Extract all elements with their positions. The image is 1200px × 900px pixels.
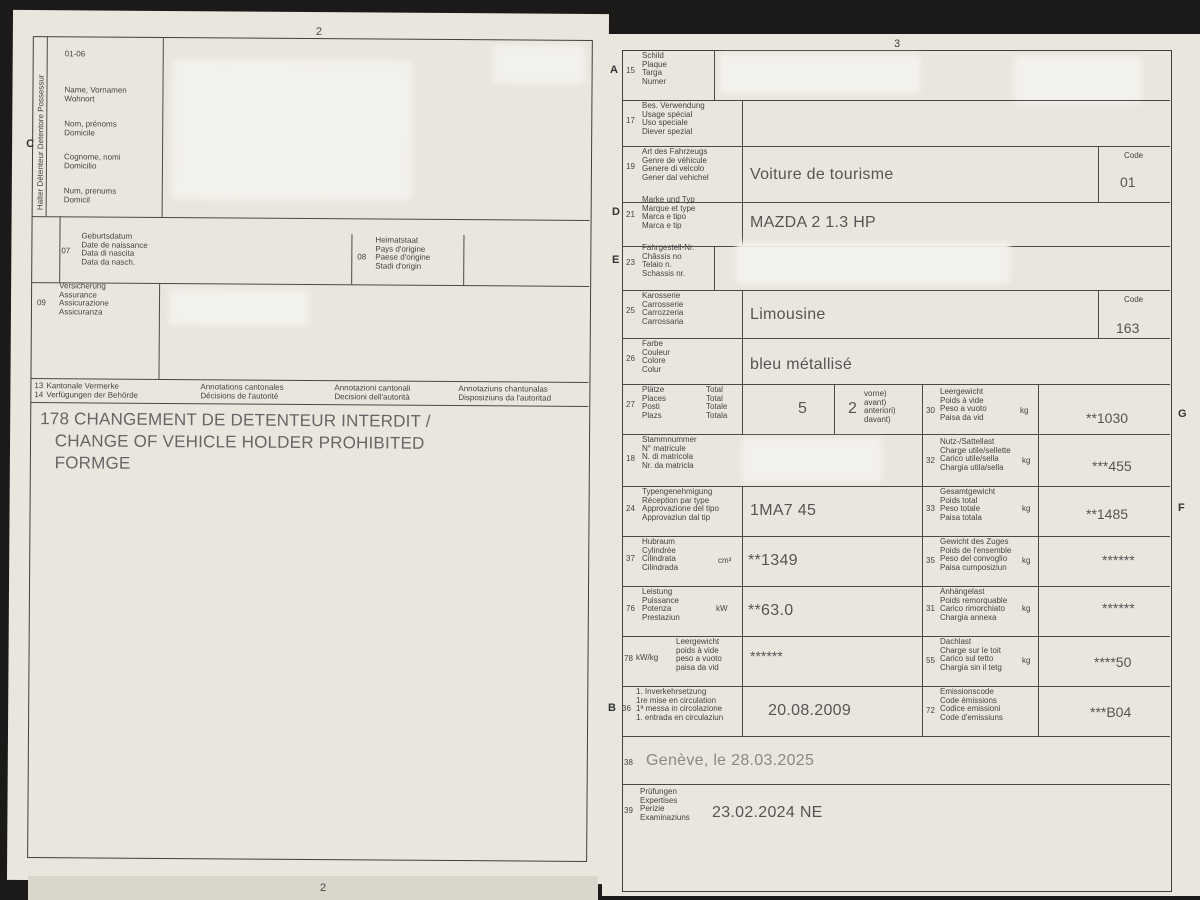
roof-load-value: ****50 xyxy=(1094,654,1132,670)
redacted-insurance xyxy=(169,289,309,326)
power-weight-ratio-label: kW/kg xyxy=(636,653,659,662)
seats-total-value: 5 xyxy=(798,400,808,417)
vehicle-type-value: Voiture de tourisme xyxy=(750,166,894,183)
towing-weight-unit: kg xyxy=(1022,604,1031,613)
make-type-value: MAZDA 2 1.3 HP xyxy=(750,214,877,231)
annotation-label-de: Kantonale Vermerke Verfügungen der Behörde xyxy=(46,381,139,400)
page-number: 2 xyxy=(315,26,323,39)
row-code-32: 32 xyxy=(926,456,935,465)
annotation-label-rm: Annotaziuns chantunalas Disposiziuns da l'autoritad xyxy=(458,384,552,403)
towing-weight-label: Anhängelast Poids remorquable Carico rimorchiato Chargia annexa xyxy=(940,587,1008,622)
row-code-72: 72 xyxy=(926,706,935,715)
empty-weight-label: Leergewicht Poids à vide Peso a vuoto Paisa da vid xyxy=(940,387,987,422)
bottom-page-number: 2 xyxy=(320,882,327,894)
power-label: Leistung Puissance Potenza Prestaziun xyxy=(642,587,680,622)
birthdate-code: 07 xyxy=(61,246,71,256)
next-page-edge xyxy=(28,876,598,900)
field-letter-e: E xyxy=(612,254,620,266)
holder-name-label-3: Cognome, nomi Domicilio xyxy=(63,152,121,171)
power-weight-ratio-value: ****** xyxy=(750,648,783,664)
body-code-label: Code xyxy=(1124,295,1144,304)
redacted-holder-name xyxy=(172,59,413,201)
power-value: **63.0 xyxy=(748,602,794,619)
displacement-label: Hubraum Cylindrée Cilindrata Cilindrada xyxy=(642,537,679,572)
vehicle-type-label: Art des Fahrzeugs Genre de véhicule Genere di veicolo Gener dal vehichel xyxy=(642,147,709,182)
field-letter-g: G xyxy=(1178,408,1187,420)
row-code-38: 38 xyxy=(624,758,633,767)
row-code-39: 39 xyxy=(624,806,633,815)
power-unit: kW xyxy=(716,604,728,613)
right-page xyxy=(602,34,1200,896)
row-code-35: 35 xyxy=(926,556,935,565)
row-code-78: 78 xyxy=(624,654,633,663)
body-value: Limousine xyxy=(750,306,826,323)
seats-front-label: vorne) avant) anteriori) davant) xyxy=(864,389,896,424)
body-code-value: 163 xyxy=(1116,320,1140,336)
left-page xyxy=(7,10,609,884)
chassis-label: Fahrgestell-Nr. Châssis no Telaio n. Schassis nr. xyxy=(642,243,695,278)
row-code-19: 19 xyxy=(626,162,635,171)
make-type-label: Marke und Typ Marque et type Marca e tipo Marca e tip xyxy=(642,195,696,230)
row-code-31: 31 xyxy=(926,604,935,613)
insurance-code: 09 xyxy=(36,298,46,308)
emission-code-value: ***B04 xyxy=(1090,704,1132,720)
first-registration-label: 1. Inverkehrsetzung 1re mise en circulation 1ª messa in circolazione 1. entrada en circulaziun xyxy=(636,687,724,722)
range-label: 01-06 xyxy=(64,49,86,59)
row-code-30: 30 xyxy=(926,406,935,415)
row-code-17: 17 xyxy=(626,116,635,125)
vehicle-type-code-label: Code xyxy=(1124,151,1144,160)
vehicle-type-code-value: 01 xyxy=(1120,174,1136,190)
seats-label: Plätze Places Posti Plazs xyxy=(642,385,667,420)
empty-weight-value: **1030 xyxy=(1086,410,1129,426)
annotation-code-14: 14 xyxy=(34,390,44,400)
redacted-base-number xyxy=(742,438,882,482)
field-letter-f: F xyxy=(1178,502,1185,514)
redacted-holder-id xyxy=(493,45,585,84)
seats-total-label: Total Total Totale Totala xyxy=(706,385,728,420)
first-registration-value: 20.08.2009 xyxy=(768,702,852,719)
origin-label: Heimatstaat Pays d'origine Paese d'origine Stadi d'origin xyxy=(375,235,431,271)
type-approval-label: Typengenehmigung Réception par type Approvazione del tipo Approvaziun dal tip xyxy=(642,487,719,522)
holder-name-label-1: Name, Vornamen Wohnort xyxy=(64,85,127,104)
train-weight-value: ****** xyxy=(1102,552,1135,568)
inspection-value: 23.02.2024 NE xyxy=(712,804,823,821)
roof-load-label: Dachlast Charge sur le toit Carico sul tetto Chargia sin il tetg xyxy=(940,637,1002,672)
train-weight-unit: kg xyxy=(1022,556,1031,565)
row-code-76: 76 xyxy=(626,604,635,613)
holder-name-label-2: Nom, prénoms Domicile xyxy=(64,119,117,138)
page-number: 3 xyxy=(894,38,901,50)
base-number-label: Stammnummer N° matricule N. di matricola Nr. da matricla xyxy=(642,435,697,470)
field-letter-b: B xyxy=(608,702,616,714)
row-code-18: 18 xyxy=(626,454,635,463)
color-value: bleu métallisé xyxy=(750,356,853,373)
holder-name-label-4: Num, prenums Domicil xyxy=(63,186,117,204)
empty-weight-unit: kg xyxy=(1020,406,1029,415)
plate-label: Schild Plaque Targa Numer xyxy=(642,51,667,86)
redacted-plate-2 xyxy=(1014,56,1142,104)
annotation-label-it: Annotazioni cantonali Decisioni dell'autorità xyxy=(334,383,411,402)
redacted-plate xyxy=(720,54,920,94)
row-code-15: 15 xyxy=(626,66,635,75)
row-code-25: 25 xyxy=(626,306,635,315)
ratio-empty-weight-label: Leergewicht poids à vide peso a vuoto paisa da vid xyxy=(676,637,722,672)
roof-load-unit: kg xyxy=(1022,656,1031,665)
row-code-21: 21 xyxy=(626,210,635,219)
holder-vertical-label: Halter Détenteur Detentore Possessur xyxy=(35,74,46,211)
remark-text: 178 CHANGEMENT DE DETENTEUR INTERDIT / CHANGE OF VEHICLE HOLDER PROHIBITED FORMGE xyxy=(39,409,431,473)
row-code-26: 26 xyxy=(626,354,635,363)
towing-weight-value: ****** xyxy=(1102,600,1135,616)
total-weight-label: Gesamtgewicht Poids total Peso totale Paisa totala xyxy=(940,487,996,522)
field-letter-d: D xyxy=(612,206,620,218)
train-weight-label: Gewicht des Zuges Poids de l'ensemble Peso del convoglio Paisa cumposiziun xyxy=(940,537,1012,572)
row-code-55: 55 xyxy=(926,656,935,665)
row-code-27: 27 xyxy=(626,400,635,409)
color-label: Farbe Couleur Colore Colur xyxy=(642,339,671,374)
payload-label: Nutz-/Sattellast Charge utile/sellette Carico utile/sella Chargia utila/sella xyxy=(940,437,1011,472)
body-label: Karosserie Carrosserie Carrozzeria Carrossaria xyxy=(642,291,684,326)
annotation-label-fr: Annotations cantonales Décisions de l'autorité xyxy=(200,382,284,401)
row-code-24: 24 xyxy=(626,504,635,513)
insurance-label: Versicherung Assurance Assicurazione Assicuranza xyxy=(58,281,109,317)
row-code-23: 23 xyxy=(626,258,635,267)
redacted-chassis xyxy=(736,242,1010,284)
payload-value: ***455 xyxy=(1092,458,1132,474)
displacement-value: **1349 xyxy=(748,552,798,569)
special-use-label: Bes. Verwendung Usage spécial Uso speciale Diever spezial xyxy=(642,101,705,136)
emission-code-label: Emissionscode Code émissions Codice emissioni Code d'emissiuns xyxy=(940,687,1003,722)
row-code-37: 37 xyxy=(626,554,635,563)
annotation-code-13: 13 xyxy=(34,381,44,391)
birthdate-label: Geburtsdatum Date de naissance Data di nascita Data da nasch. xyxy=(81,231,148,267)
seats-front-value: 2 xyxy=(848,400,858,417)
total-weight-value: **1485 xyxy=(1086,506,1129,522)
origin-code: 08 xyxy=(357,252,367,262)
row-code-36: 36 xyxy=(622,704,631,713)
payload-unit: kg xyxy=(1022,456,1031,465)
field-letter-a: A xyxy=(610,64,618,76)
place-date-value: Genève, le 28.03.2025 xyxy=(646,752,815,769)
total-weight-unit: kg xyxy=(1022,504,1031,513)
inspection-label: Prüfungen Expertises Perizie Examinaziuns xyxy=(640,787,690,822)
field-letter-c: C xyxy=(26,138,35,151)
row-code-33: 33 xyxy=(926,504,935,513)
type-approval-value: 1MA7 45 xyxy=(750,502,817,519)
displacement-unit: cm³ xyxy=(718,556,732,565)
